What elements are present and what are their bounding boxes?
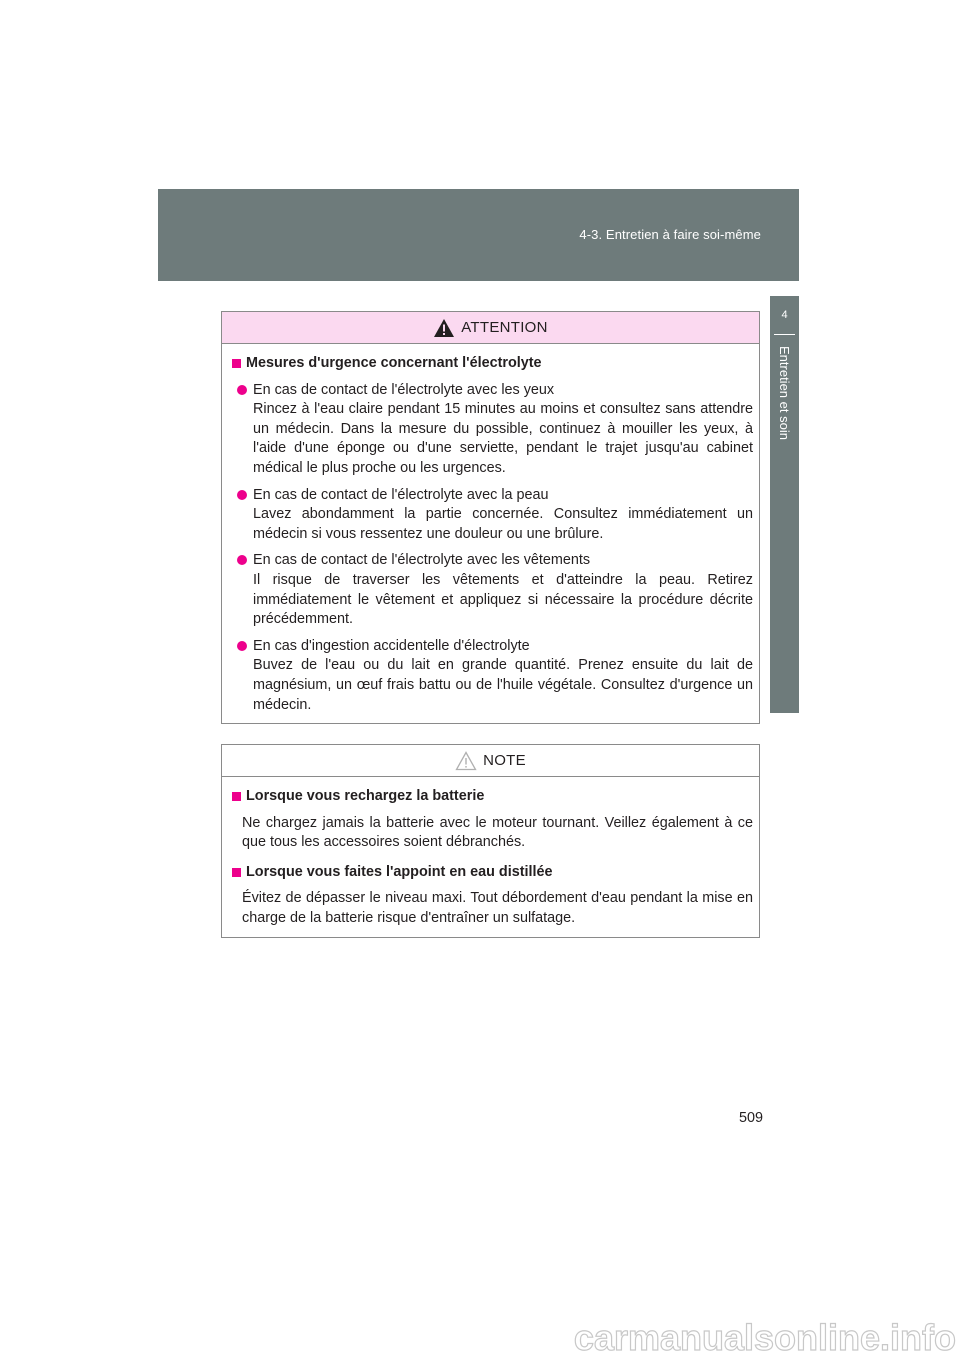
list-item	[232, 486, 753, 545]
round-bullet-icon	[237, 490, 247, 500]
page-number: 509	[738, 1110, 763, 1126]
side-tab-divider	[774, 334, 795, 335]
attention-body	[222, 344, 759, 715]
round-bullet-icon	[237, 555, 247, 565]
side-tab-label: Entretien et soin	[777, 346, 792, 440]
side-tab-number: 4	[781, 309, 788, 321]
note-text: Évitez de dépasser le niveau maxi. Tout débordement d'eau pendant la mise en charge de la batterie risque d'entraîner un sulfatage.	[242, 890, 753, 926]
list-item-text: Lavez abondamment la partie concernée. Consultez immédiatement un médecin si vous ressentez une douleur ou une brûlure.	[253, 506, 753, 542]
note-box	[221, 744, 760, 938]
attention-header	[222, 312, 759, 344]
list-item-title: En cas de contact de l'électrolyte avec les yeux	[253, 381, 555, 398]
list-item	[232, 637, 753, 715]
list-item	[232, 551, 753, 629]
list-item-title: En cas de contact de l'électrolyte avec la peau	[253, 486, 549, 503]
list-item-text: Buvez de l'eau ou du lait en grande quantité. Prenez ensuite du lait de magnésium, un œuf frais battu ou de l'huile végétale. Consultez d'urgence un médecin.	[253, 657, 753, 713]
list-item-title: En cas d'ingestion accidentelle d'électrolyte	[253, 637, 530, 654]
list-item-text: Rincez à l'eau claire pendant 15 minutes au moins et consultez sans attendre un médecin. Dans la mesure du possible, continuez à mouiller les yeux, à l'aide d'une éponge ou d'une serviette, pendant le trajet jusqu'au cabinet médical le plus proche ou les urgences.	[253, 401, 753, 476]
warning-triangle-icon	[433, 318, 455, 338]
attention-heading	[232, 354, 753, 374]
note-heading-text: Lorsque vous rechargez la batterie	[246, 788, 485, 804]
caution-outline-icon	[455, 751, 477, 771]
attention-title: ATTENTION	[461, 319, 548, 336]
note-header	[222, 745, 759, 777]
note-heading	[232, 863, 753, 883]
side-tab	[770, 296, 799, 713]
list-item-title: En cas de contact de l'électrolyte avec les vêtements	[253, 552, 591, 569]
square-bullet-icon	[232, 792, 241, 801]
note-text: Ne chargez jamais la batterie avec le moteur tournant. Veillez également à ce que tous les accessoires soient débranchés.	[242, 814, 753, 851]
list-item	[232, 381, 753, 479]
watermark-text: carmanualsonline.info	[573, 1317, 956, 1358]
note-heading-text: Lorsque vous faites l'appoint en eau distillée	[246, 863, 553, 880]
square-bullet-icon	[232, 359, 241, 368]
section-title: 4-3. Entretien à faire soi-même	[579, 227, 761, 242]
attention-heading-text: Mesures d'urgence concernant l'électrolyte	[246, 355, 542, 371]
list-item-text: Il risque de traverser les vêtements et d'atteindre la peau. Retirez immédiatement le vêtement et appliquez si nécessaire la procédure décrite précédemment.	[253, 571, 753, 628]
attention-box	[221, 311, 760, 724]
round-bullet-icon	[237, 385, 247, 395]
round-bullet-icon	[237, 641, 247, 651]
square-bullet-icon	[232, 868, 241, 877]
note-title: NOTE	[483, 752, 526, 769]
note-heading	[232, 787, 753, 807]
note-body	[222, 777, 759, 929]
header-band	[158, 189, 799, 281]
